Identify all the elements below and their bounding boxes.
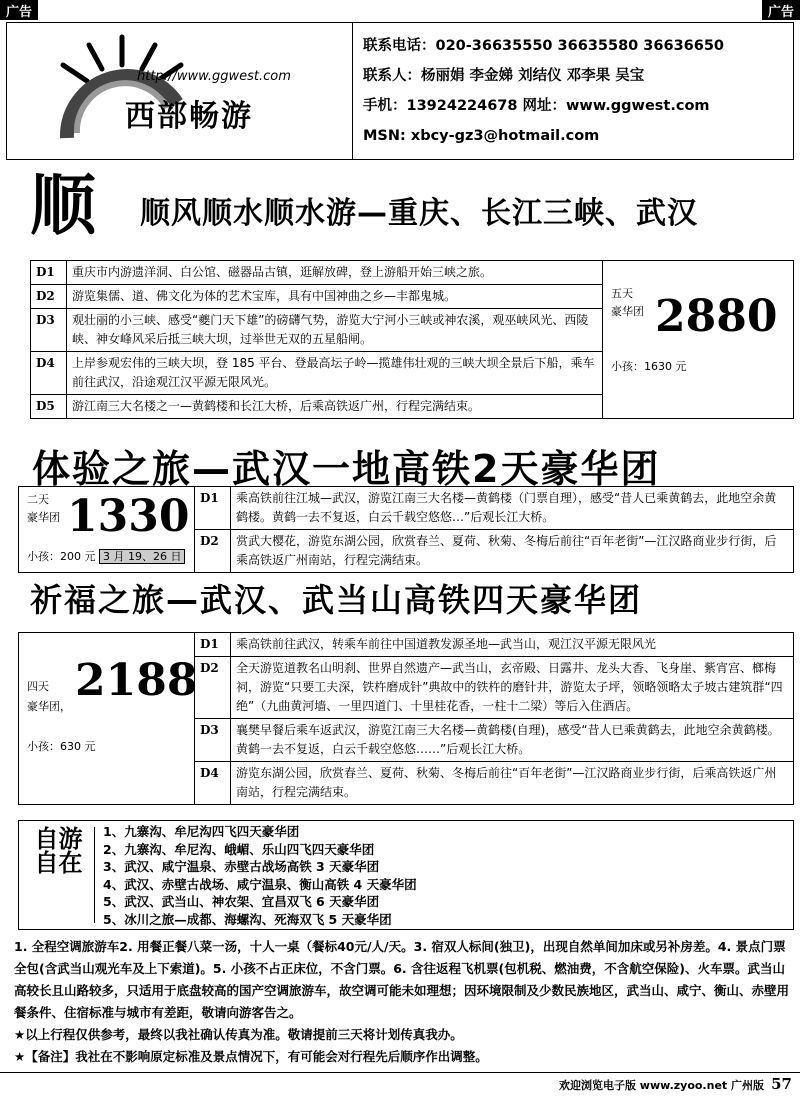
self-guided-logo: 自游自在 — [23, 827, 95, 923]
day-label: D2 — [31, 285, 67, 309]
tour3-table — [18, 632, 794, 805]
tour2-child-price: 小孩：200 元 — [27, 550, 96, 563]
day-desc: 游览集儒、道、佛文化为体的艺术宝库，具有中国神曲之乡—丰都鬼城。 — [67, 285, 603, 309]
day-label: D4 — [31, 352, 67, 395]
tour3-price: 2188 — [75, 655, 198, 706]
contact-block — [363, 31, 793, 151]
list-item: 3、武汉、咸宁温泉、赤壁古战场高铁 3 天豪华团 — [103, 859, 380, 875]
note-3: ★【备注】我社在不影响原定标准及景点情况下，有可能会对行程先后顺序作出调整。 — [14, 1049, 488, 1064]
tour2-grade: 豪华团 — [27, 511, 60, 524]
day-label: D1 — [31, 261, 67, 285]
day-label: D2 — [195, 530, 231, 573]
table-row — [19, 487, 794, 530]
day-desc: 观壮丽的小三峡、感受“夔门天下雄”的磅礴气势，游览大宁河小三峡或神农溪，观巫峡风光、西陵峡、神女峰风采后抵三峡大坝，过举世无双的五星船闸。 — [67, 309, 603, 352]
contact-people: 联系人：杨丽娟 李金娣 刘结仪 邓李果 吴宝 — [363, 68, 645, 84]
tour3-child-price: 小孩：630 元 — [27, 740, 96, 753]
footer — [0, 1072, 800, 1100]
day-desc: 游江南三大名楼之一—黄鹤楼和长江大桥，后乘高铁返广州，行程完满结束。 — [67, 395, 603, 419]
day-desc: 赏武大樱花，游览东湖公园，欣赏春兰、夏荷、秋菊、冬梅后前往“百年老街”—江汉路商业步行街，后乘高铁返广州南站，行程完满结束。 — [231, 530, 794, 573]
tour2-table — [18, 486, 794, 573]
contact-msn: MSN: xbcy-gz3@hotmail.com — [363, 128, 600, 144]
day-label: D3 — [195, 719, 231, 762]
header-box — [6, 22, 794, 160]
logo-url: http://www.ggwest.com — [137, 69, 291, 84]
tour3-grade: 豪华团， — [27, 700, 71, 713]
day-label: D1 — [195, 487, 231, 530]
list-item: 1、九寨沟、牟尼沟四飞四天豪华团 — [103, 824, 300, 839]
note-1: 1. 全程空调旅游车2. 用餐正餐八菜一汤，十人一桌（餐标40元/人/天。3. 宿双人标间(独卫)，出现自然单间加床或另补房差。4. 景点门票全包(含武当山观光车及上下索道)。5. 小孩不占正床位，不含门票。6. 含往返程飞机票(包机税、燃油费，不含航空保险)、火车票。武当山高较长且山路较多，只适用于底盘较高的国产空调旅游车，故空调可能未如理想；因环境限制及少数民族地区，武当山、咸宁、衡山、赤壁用餐条件、住宿标准与城市有差距，敬请向游客告之。 — [14, 939, 790, 1020]
day-label: D5 — [31, 395, 67, 419]
self-guided-box — [18, 820, 794, 930]
day-desc: 全天游览道教名山明刹、世界自然遗产—武当山，玄帝殿、日露井、龙头大香、飞身崖、紫宵宫、榔梅祠，游览“只要工夫深，铁杵磨成针”典故中的铁杵的磨针井，游览太子坪，领略领略太子坡古建筑群“四绝”（九曲黄河墙、一里四道门、十里桂花香，一柱十二梁）等后入住酒店。 — [231, 657, 794, 719]
list-item: 5、冰川之旅—成都、海螺沟、死海双飞 5 天豪华团 — [103, 911, 392, 927]
tour3-price-cell — [19, 633, 198, 805]
ad-label-left: 广告 — [0, 0, 38, 20]
table-row — [31, 261, 794, 285]
day-label: D1 — [195, 633, 231, 657]
list-item: 4、武汉、赤壁古战场、咸宁温泉、衡山高铁 4 天豪华团 — [103, 876, 417, 892]
tour2-price-cell — [19, 487, 195, 573]
tour2-duration: 二天 — [27, 493, 49, 506]
note-2: ★以上行程仅供参考，最终以我社确认传真为准。敬请提前三天将计划传真我办。 — [14, 1027, 463, 1042]
tour1-title: 顺风顺水顺水游—重庆、长江三峡、武汉 — [140, 196, 698, 231]
table-row — [19, 633, 794, 657]
tour3-title: 祈福之旅—武汉、武当山高铁四天豪华团 — [30, 581, 643, 619]
contact-phone: 联系电话：020-36635550 36635580 36636650 — [363, 38, 725, 54]
self-guided-list — [103, 823, 417, 929]
day-desc: 游览东湖公园，欣赏春兰、夏荷、秋菊、冬梅后前往“百年老街”—江汉路商业步行街，后乘高铁返广州南站，行程完满结束。 — [231, 762, 794, 805]
page-number: 57 — [771, 1075, 792, 1093]
list-item: 2、九寨沟、牟尼沟、峨嵋、乐山四飞四天豪华团 — [103, 841, 375, 857]
notes-block — [14, 936, 790, 1068]
tour1-table — [30, 260, 794, 419]
tour2-price: 1330 — [67, 491, 190, 542]
footer-text: 欢迎浏览电子版 www.zyoo.net 广州版 — [558, 1079, 764, 1092]
tour1-duration: 五天 — [611, 287, 633, 300]
day-desc: 上岸参观宏伟的三峡大坝，登 185 平台、登最高坛子岭—揽雄伟壮观的三峡大坝全景后下船，乘车前往武汉，沿途观江汉平源无限风光。 — [67, 352, 603, 395]
day-desc: 乘高铁前往江城—武汉，游览江南三大名楼—黄鹤楼（门票自理），感受“昔人已乘黄鹤去，此地空余黄鹤楼。黄鹤一去不复返，白云千载空悠悠…”后观长江大桥。 — [231, 487, 794, 530]
contact-mobile: 手机：13924224678 网址：www.ggwest.com — [363, 98, 710, 114]
brand-name: 西部畅游 — [125, 99, 253, 134]
ad-label-right: 广告 — [762, 0, 800, 20]
day-desc: 乘高铁前往武汉，转乘车前往中国道教发源圣地—武当山，观江汉平源无限风光 — [231, 633, 794, 657]
tour1-big-char: 顺 — [30, 167, 96, 244]
logo-area — [7, 23, 353, 159]
day-desc: 重庆市内游遗洋洞、白公馆、磁器品古镇，逛解放碑，登上游船开始三峡之旅。 — [67, 261, 603, 285]
tour3-duration: 四天 — [27, 680, 49, 693]
list-item: 5、武汉、武当山、神农架、宜昌双飞 6 天豪华团 — [103, 894, 380, 910]
tour2-dates-badge: 3 月 19、26 日 — [99, 549, 185, 564]
tour1-child-price: 小孩：1630 元 — [611, 360, 687, 373]
tour1-price-cell — [603, 261, 794, 419]
day-label: D2 — [195, 657, 231, 719]
tour2-title: 体验之旅—武汉一地高铁2天豪华团 — [32, 447, 661, 491]
tour1-price: 2880 — [655, 291, 778, 342]
day-label: D4 — [195, 762, 231, 805]
day-label: D3 — [31, 309, 67, 352]
day-desc: 襄樊早餐后乘车返武汉，游览江南三大名楼—黄鹤楼(自理)，感受“昔人已乘黄鹤去，此地空余黄鹤楼。黄鹤一去不复返，白云千载空悠悠……”后观长江大桥。 — [231, 719, 794, 762]
tour1-grade: 豪华团 — [611, 305, 644, 318]
